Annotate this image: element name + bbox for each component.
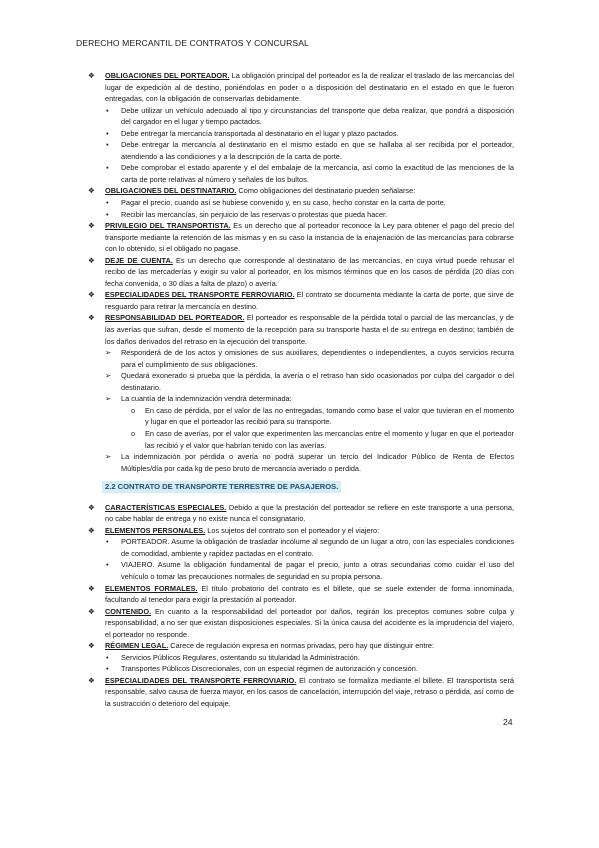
section-especialidades-ferroviario-pasajeros [88, 675, 514, 710]
dot-bullet-icon: • [106, 198, 109, 208]
item-text: Como obligaciones del destinatario pueden señalarse: [236, 186, 416, 196]
item-text: El porteador es responsable de la pérdida total o parcial de las mercancías, y de las averías que sufran, desde el momento de la recepción para su transporte hasta el de su entrega en destino; también de los daños derivados del retraso en la ejecución del transporte. [105, 313, 515, 346]
dot-bullet-icon: • [106, 560, 109, 570]
list-item: ▪ Debe utilizar un vehículo adecuado al tipo y circunstancias del transporte que deba realizar, que pondrá a disposición del cargador en el lugar y tiempo pactados. [106, 105, 514, 127]
item-text: Carece de regulación expresa en normas privadas, pero hay que distinguir entre: [168, 641, 435, 651]
item-text: Es un derecho que al porteador reconoce la Ley para obtener el pago del precio del transporte mediante la retención de las mismas y en su caso la instancia de la enajenación de las mercancías para cobrarse con lo obtenido, si el obligado no pagase. [105, 221, 514, 254]
diamond-bullet-icon: ❖ [88, 641, 95, 651]
list-item: • Servicios Públicos Regulares, ostentando su titularidad la Administración. [106, 652, 360, 662]
list-item: • Pagar el precio, cuando así se hubiese convenido y, en su caso, hecho constar en la carta de porte. [106, 198, 446, 208]
diamond-bullet-icon: ❖ [88, 221, 95, 231]
list-item: ▪ Debe comprobar el estado aparente y el del embalaje de la mercancía, así como la exactitud de las menciones de la carta de porte relativas al número y señales de los bultos. [106, 163, 514, 184]
arrow-bullet-icon: ➢ [105, 348, 112, 358]
list-item: • Recibir las mercancías, sin perjuicio de las reservas o protestas que pueda hacer. [106, 209, 388, 219]
item-text: La obligación principal del porteador es la de realizar el traslado de las mercancías del lugar de expedición al de destino, poniéndolas en poder o a disposición del destinatario en el estado en que le fueron entregadas, con la obligación de conservarlas debidamente. [105, 71, 515, 104]
item-text: El título probatorio del contrato es el billete, que se suele extender de forma innominada, facultando al tenedor para exigir la prestación al porteador. [105, 583, 514, 605]
item-text: Es un derecho que corresponde al destinatario de las mercancías, en cuya virtud puede rehusar el recibo de las mercaderías y exigir su valor al porteador, en los mismos términos que en los casos de pérdida (20 días con fecha convenida, o 30 días a falta de plazo) o avería. [105, 255, 514, 288]
dot-bullet-icon: • [106, 537, 109, 547]
square-bullet-icon: ▪ [106, 105, 109, 115]
dot-bullet-icon: • [106, 652, 109, 662]
dot-bullet-icon: • [106, 209, 109, 219]
item-title: OBLIGACIONES DEL DESTINATARIO. [105, 186, 237, 196]
list-item: • Transportes Públicos Discrecionales, con un especial régimen de autorización y concesión. [106, 664, 418, 674]
diamond-bullet-icon: ❖ [88, 71, 95, 80]
diamond-bullet-icon: ❖ [88, 583, 95, 593]
item-title: ESPECIALIDADES DEL TRANSPORTE FERROVIARIO. [105, 675, 297, 685]
list-item: • VIAJERO. Asume la obligación fundamental de pagar el precio, junto a otras secundarias como cuidar el uso del vehículo o tomar las precauciones normales de seguridad en su propia persona. [106, 560, 514, 581]
dot-bullet-icon: • [106, 664, 109, 674]
section-elementos-personales [88, 525, 514, 537]
item-title: ELEMENTOS PERSONALES. [105, 525, 206, 535]
diamond-bullet-icon: ❖ [88, 290, 95, 300]
circle-bullet-icon: o [131, 405, 136, 415]
document-body [88, 70, 514, 710]
section-especialidades-ferroviario [88, 289, 514, 312]
item-title: RÉGIMEN LEGAL. [105, 641, 169, 651]
diamond-bullet-icon: ❖ [88, 502, 95, 512]
page-number: 24 [503, 717, 513, 727]
item-title: DEJE DE CUENTA. [105, 255, 173, 265]
list-item: • PORTEADOR. Asume la obligación de trasladar incólume al segundo de un lugar a otro, con las especiales condiciones de comodidad, ambiente y rapidez pactadas en el contrato. [106, 537, 514, 558]
section-obligaciones-destinatario [88, 185, 514, 197]
diamond-bullet-icon: ❖ [88, 313, 95, 323]
page-header: DERECHO MERCANTIL DE CONTRATOS Y CONCURSAL [76, 38, 309, 48]
diamond-bullet-icon: ❖ [88, 525, 95, 535]
list-item: o En caso de averías, por el valor que experimenten las mercancías entre el momento y lugar en que el porteador las recibió y el valor que habrían tenido con las averías. [131, 428, 514, 450]
diamond-bullet-icon: ❖ [88, 606, 95, 616]
item-text: El contrato se formaliza mediante el billete. El transportista será responsable, salvo causa de fuerza mayor, en los casos de cancelación, interrupción del viaje, retraso o pérdida, así como de la sustracción o deterioro del equipaje. [105, 675, 514, 708]
diamond-bullet-icon: ❖ [88, 255, 95, 265]
item-title: ESPECIALIDADES DEL TRANSPORTE FERROVIARIO. [105, 290, 295, 300]
item-text: Debido a que la prestación del porteador se refiere en este transporte a una persona, no cabe hablar de entrega y no existe nunca el consignatario. [105, 502, 515, 524]
square-bullet-icon: ▪ [106, 128, 109, 138]
list-item: ➢ La cuantía de la indemnización vendrá determinada: [105, 394, 292, 404]
item-title: OBLIGACIONES DEL PORTEADOR. [105, 71, 230, 80]
item-text: En cuanto a la responsabilidad del porteador por daños, regirán los preceptos comunes sobre culpa y responsabilidad, a no ser que existan disposiciones especiales. Si la única causa del accidente es la imprudencia del viajero, el porteador no responde. [105, 606, 514, 639]
diamond-bullet-icon: ❖ [88, 186, 95, 196]
section-privilegio [88, 220, 514, 255]
square-bullet-icon: ▪ [106, 163, 109, 173]
section-contenido [88, 606, 514, 641]
section-regimen-legal [88, 640, 514, 652]
circle-bullet-icon: o [131, 428, 136, 438]
item-title: RESPONSABILIDAD DEL PORTEADOR. [105, 313, 245, 323]
diamond-bullet-icon: ❖ [88, 675, 95, 685]
item-text: El contrato se documenta mediante la carta de porte, que sirve de resguardo para retirar la mercancía en destino. [105, 290, 514, 311]
square-bullet-icon: ▪ [106, 140, 109, 150]
section-deje-cuenta [88, 255, 514, 290]
item-title: ELEMENTOS FORMALES. [105, 583, 198, 593]
list-item: ➢ Quedará exonerado si prueba que la pérdida, la avería o el retraso han sido ocasionados por culpa del cargador o del destinatario. [105, 371, 514, 392]
section-heading: 2.2 CONTRATO DE TRANSPORTE TERRESTRE DE PASAJEROS. [102, 481, 341, 493]
list-item: ▪ Debe entregar la mercancía al destinatario en el mismo estado en que se hallaba al ser recibida por el porteador, atendiendo a las condiciones y a la descripción de la carta de porte. [106, 140, 514, 161]
section-obligaciones-porteador [88, 70, 514, 105]
arrow-bullet-icon: ➢ [105, 394, 112, 404]
item-title: CARACTERÍSTICAS ESPECIALES. [105, 502, 227, 512]
section-caracteristicas [88, 502, 514, 525]
section-elementos-formales [88, 583, 514, 606]
list-item: ▪ Debe entregar la mercancía transportada al destinatario en el lugar y plazo pactados. [106, 128, 399, 138]
arrow-bullet-icon: ➢ [105, 452, 112, 462]
item-text: Los sujetos del contrato son el porteador y el viajero: [205, 525, 380, 535]
section-responsabilidad [88, 312, 514, 347]
list-item: o En caso de pérdida, por el valor de las no entregadas, tomando como base el valor que tuvieran en el momento y lugar en que el porteador las recibió para su transporte. [131, 405, 514, 427]
list-item: ➢ La indemnización por pérdida o avería no podrá superar un tercio del Indicador Público de Renta de Efectos Múltiples/día por cada kg de peso bruto de mercancía averiado o perdida. [105, 452, 514, 473]
item-title: CONTENIDO. [105, 606, 152, 616]
item-title: PRIVILEGIO DEL TRANSPORTISTA. [105, 221, 231, 231]
arrow-bullet-icon: ➢ [105, 371, 112, 381]
list-item: ➢ Responderá de de los actos y omisiones de sus auxiliares, dependientes o independientes, a cuyos servicios recurra para el cumplimiento de sus obligaciones. [105, 348, 514, 369]
